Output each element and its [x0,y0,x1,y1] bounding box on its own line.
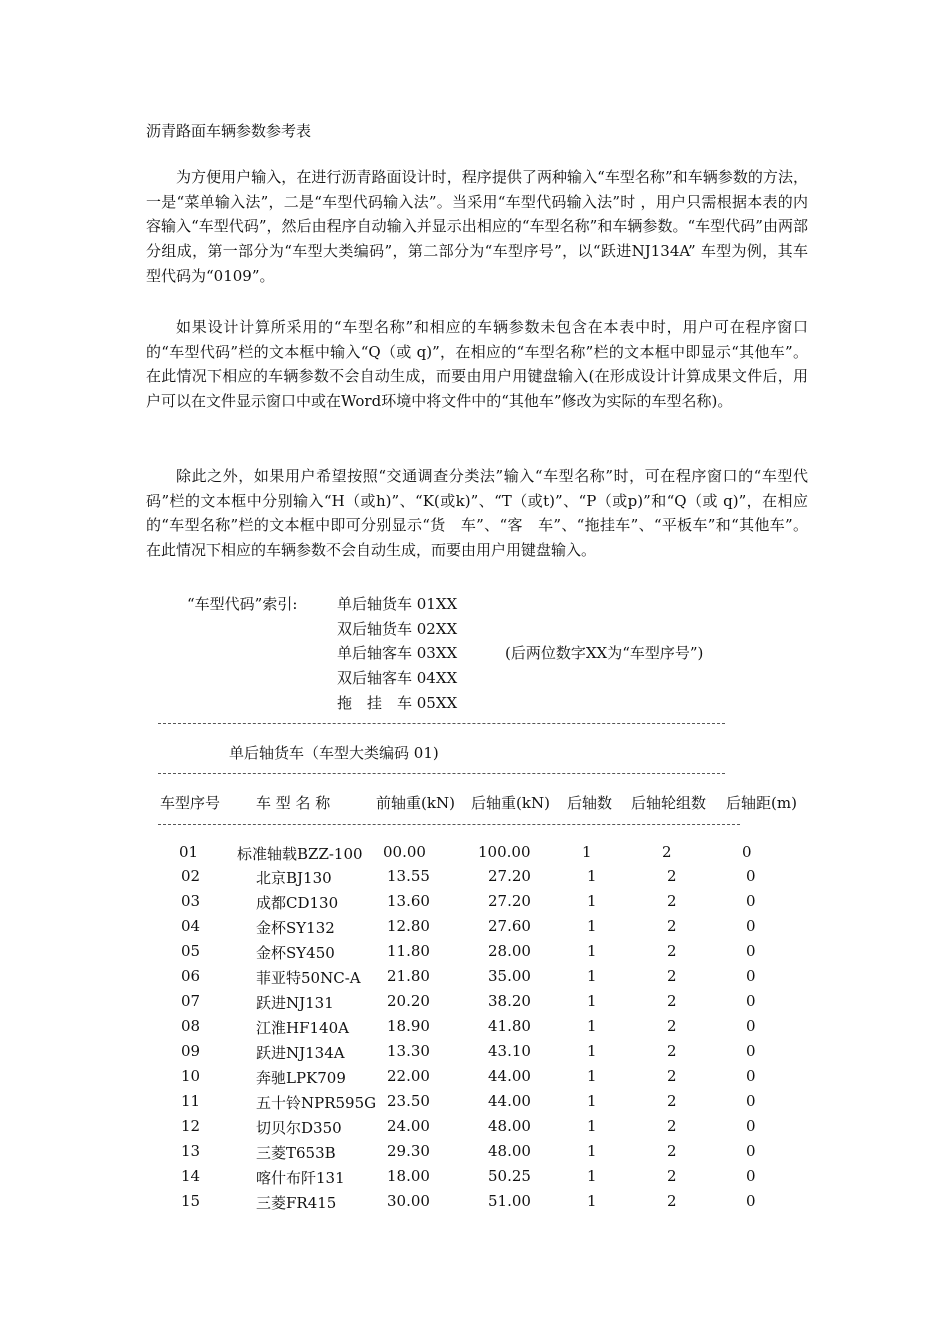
index-item: 单后轴客车 03XX [337,644,458,662]
table-row [0,992,950,1014]
cell-rear-axle: 28.00 [488,942,531,960]
cell-wheel-groups: 2 [667,1117,677,1135]
cell-rear-axle: 44.00 [488,1067,531,1085]
paragraph-other-vehicle: 如果设计计算所采用的“车型名称”和相应的车辆参数未包含在本表中时，用户可在程序窗口的“车型代码”栏的文本框中输入“Q（或 q)”，在相应的“车型名称”栏的文本框中即显示“其他车”。在此情况下相应的车辆参数不会自动生成，而要由用户用键盘输入(在形成设计计算成果文件后，用户可以在文件显示窗口中或在Word环境中将文件中的“其他车”修改为实际的车型名称)。 [146,318,808,411]
cell-name: 三菱FR415 [256,1194,337,1212]
cell-axle-distance: 0 [746,1117,756,1135]
cell-axle-distance: 0 [746,1067,756,1085]
cell-number: 07 [181,992,201,1010]
cell-name: 奔驰LPK709 [256,1069,346,1087]
table-row [0,1017,950,1039]
index-item: 拖 挂 车 05XX [337,694,458,712]
cell-name: 五十铃NPR595G [256,1094,377,1112]
cell-axle-distance: 0 [746,1042,756,1060]
index-item: 单后轴货车 01XX [337,595,458,613]
cell-axle-count: 1 [587,867,597,885]
cell-rear-axle: 44.00 [488,1092,531,1110]
table-row [0,1117,950,1139]
cell-rear-axle: 27.60 [488,917,531,935]
cell-front-axle: 22.00 [387,1067,430,1085]
table-header [0,792,950,814]
cell-front-axle: 20.20 [387,992,430,1010]
cell-rear-axle: 50.25 [488,1167,531,1185]
table-row [0,967,950,989]
cell-name: 菲亚特50NC-A [256,969,361,987]
cell-axle-distance: 0 [746,1167,756,1185]
cell-rear-axle: 48.00 [488,1142,531,1160]
cell-front-axle: 13.60 [387,892,430,910]
cell-axle-count: 1 [587,992,597,1010]
cell-wheel-groups: 2 [667,967,677,985]
cell-wheel-groups: 2 [667,1092,677,1110]
cell-axle-distance: 0 [746,892,756,910]
cell-wheel-groups: 2 [667,917,677,935]
header-cell: 车 型 名 称 [256,794,331,812]
cell-axle-distance: 0 [746,967,756,985]
section-title: 单后轴货车（车型大类编码 01) [229,744,439,762]
cell-wheel-groups: 2 [667,992,677,1010]
cell-name: 喀什布阡131 [256,1169,345,1187]
cell-axle-count: 1 [587,917,597,935]
cell-front-axle: 18.90 [387,1017,430,1035]
cell-rear-axle: 27.20 [488,892,531,910]
cell-rear-axle: 27.20 [488,867,531,885]
cell-number: 06 [181,967,201,985]
header-cell: 车型序号 [160,794,221,812]
table-row [0,843,950,865]
cell-rear-axle: 41.80 [488,1017,531,1035]
cell-number: 08 [181,1017,201,1035]
cell-rear-axle: 43.10 [488,1042,531,1060]
cell-axle-distance: 0 [746,1142,756,1160]
cell-axle-count: 1 [587,1117,597,1135]
cell-front-axle: 21.80 [387,967,430,985]
index-note: (后两位数字XX为“车型序号”) [505,644,704,662]
table-row [0,942,950,964]
cell-name: 切贝尔D350 [256,1119,342,1137]
cell-name: 金杯SY450 [256,944,335,962]
cell-wheel-groups: 2 [667,1067,677,1085]
cell-axle-count: 1 [587,1167,597,1185]
cell-axle-count: 1 [587,892,597,910]
cell-wheel-groups: 2 [667,1192,677,1210]
cell-number: 05 [181,942,201,960]
cell-number: 10 [181,1067,201,1085]
table-row [0,1142,950,1164]
cell-axle-count: 1 [587,1042,597,1060]
cell-rear-axle: 48.00 [488,1117,531,1135]
header-cell: 后轴轮组数 [631,794,707,812]
cell-name: 跃进NJ134A [256,1044,345,1062]
cell-number: 11 [181,1092,201,1110]
index-label: “车型代码”索引: [187,595,298,613]
table-row [0,1192,950,1214]
cell-number: 09 [181,1042,201,1060]
cell-axle-count: 1 [587,1142,597,1160]
cell-name: 北京BJ130 [256,869,332,887]
cell-axle-distance: 0 [746,1092,756,1110]
cell-axle-distance: 0 [746,1192,756,1210]
header-cell: 前轴重(kN) [376,794,455,812]
cell-wheel-groups: 2 [667,867,677,885]
cell-axle-count: 1 [587,942,597,960]
table-row [0,1042,950,1064]
cell-number: 14 [181,1167,201,1185]
cell-name: 成都CD130 [256,894,339,912]
table-row [0,1067,950,1089]
cell-wheel-groups: 2 [662,843,672,861]
cell-wheel-groups: 2 [667,942,677,960]
table-row [0,917,950,939]
cell-front-axle: 13.55 [387,867,430,885]
cell-number: 03 [181,892,201,910]
cell-axle-count: 1 [587,1017,597,1035]
table-row [0,1092,950,1114]
cell-number: 12 [181,1117,201,1135]
cell-axle-distance: 0 [746,992,756,1010]
cell-axle-count: 1 [582,843,592,861]
cell-name: 标准轴载BZZ-100 [237,845,363,863]
table-row [0,867,950,889]
cell-number: 04 [181,917,201,935]
page-title: 沥青路面车辆参数参考表 [146,122,312,140]
header-cell: 后轴数 [567,794,613,812]
cell-name: 金杯SY132 [256,919,335,937]
paragraph-intro: 为方便用户输入，在进行沥青路面设计时，程序提供了两种输入“车型名称”和车辆参数的方法，一是“菜单输入法”，二是“车型代码输入法”。当采用“车型代码输入法”时 ，用户只需根据本表的内容输入“车型代码”，然后由程序自动输入并显示出相应的“车型名称”和车辆参数。“车型代码”由两部分组成，第一部分为“车型大类编码”，第二部分为“车型序号”，以“跃进NJ134A” 车型为例，其车型代码为“0109”。 [146,168,808,285]
cell-name: 三菱T653B [256,1144,336,1162]
cell-name: 跃进NJ131 [256,994,334,1012]
paragraph-traffic-survey: 除此之外，如果用户希望按照“交通调查分类法”输入“车型名称”时，可在程序窗口的“车型代码”栏的文本框中分别输入“H（或h)”、“K(或k)”、“T（或t)”、“P（或p)”和“Q（或 q)”，在相应的“车型名称”栏的文本框中即可分别显示“货 车”、“客 车”、“拖挂车”、“平板车”和“其他车”。在此情况下相应的车辆参数不会自动生成，而要由用户用键盘输入。 [146,467,808,560]
cell-axle-distance: 0 [746,917,756,935]
table-row [0,1167,950,1189]
cell-axle-count: 1 [587,1092,597,1110]
cell-front-axle: 30.00 [387,1192,430,1210]
divider [158,824,740,825]
cell-rear-axle: 38.20 [488,992,531,1010]
cell-name: 江淮HF140A [256,1019,349,1037]
cell-number: 15 [181,1192,201,1210]
cell-rear-axle: 100.00 [478,843,531,861]
cell-axle-count: 1 [587,1067,597,1085]
cell-number: 01 [179,843,199,861]
divider [158,773,725,774]
cell-front-axle: 29.30 [387,1142,430,1160]
cell-axle-distance: 0 [746,1017,756,1035]
cell-axle-distance: 0 [746,942,756,960]
index-item: 双后轴客车 04XX [337,669,458,687]
cell-front-axle: 11.80 [387,942,430,960]
cell-axle-distance: 0 [746,867,756,885]
cell-wheel-groups: 2 [667,892,677,910]
divider [158,723,725,724]
cell-axle-count: 1 [587,1192,597,1210]
cell-wheel-groups: 2 [667,1017,677,1035]
cell-wheel-groups: 2 [667,1167,677,1185]
cell-front-axle: 00.00 [383,843,426,861]
index-item: 双后轴货车 02XX [337,620,458,638]
header-cell: 后轴距(m) [726,794,797,812]
cell-front-axle: 24.00 [387,1117,430,1135]
cell-axle-count: 1 [587,967,597,985]
table-row [0,892,950,914]
cell-front-axle: 18.00 [387,1167,430,1185]
cell-axle-distance: 0 [742,843,752,861]
cell-rear-axle: 35.00 [488,967,531,985]
cell-front-axle: 12.80 [387,917,430,935]
cell-wheel-groups: 2 [667,1042,677,1060]
cell-front-axle: 23.50 [387,1092,430,1110]
cell-front-axle: 13.30 [387,1042,430,1060]
cell-number: 02 [181,867,201,885]
cell-number: 13 [181,1142,201,1160]
cell-wheel-groups: 2 [667,1142,677,1160]
header-cell: 后轴重(kN) [471,794,550,812]
cell-rear-axle: 51.00 [488,1192,531,1210]
